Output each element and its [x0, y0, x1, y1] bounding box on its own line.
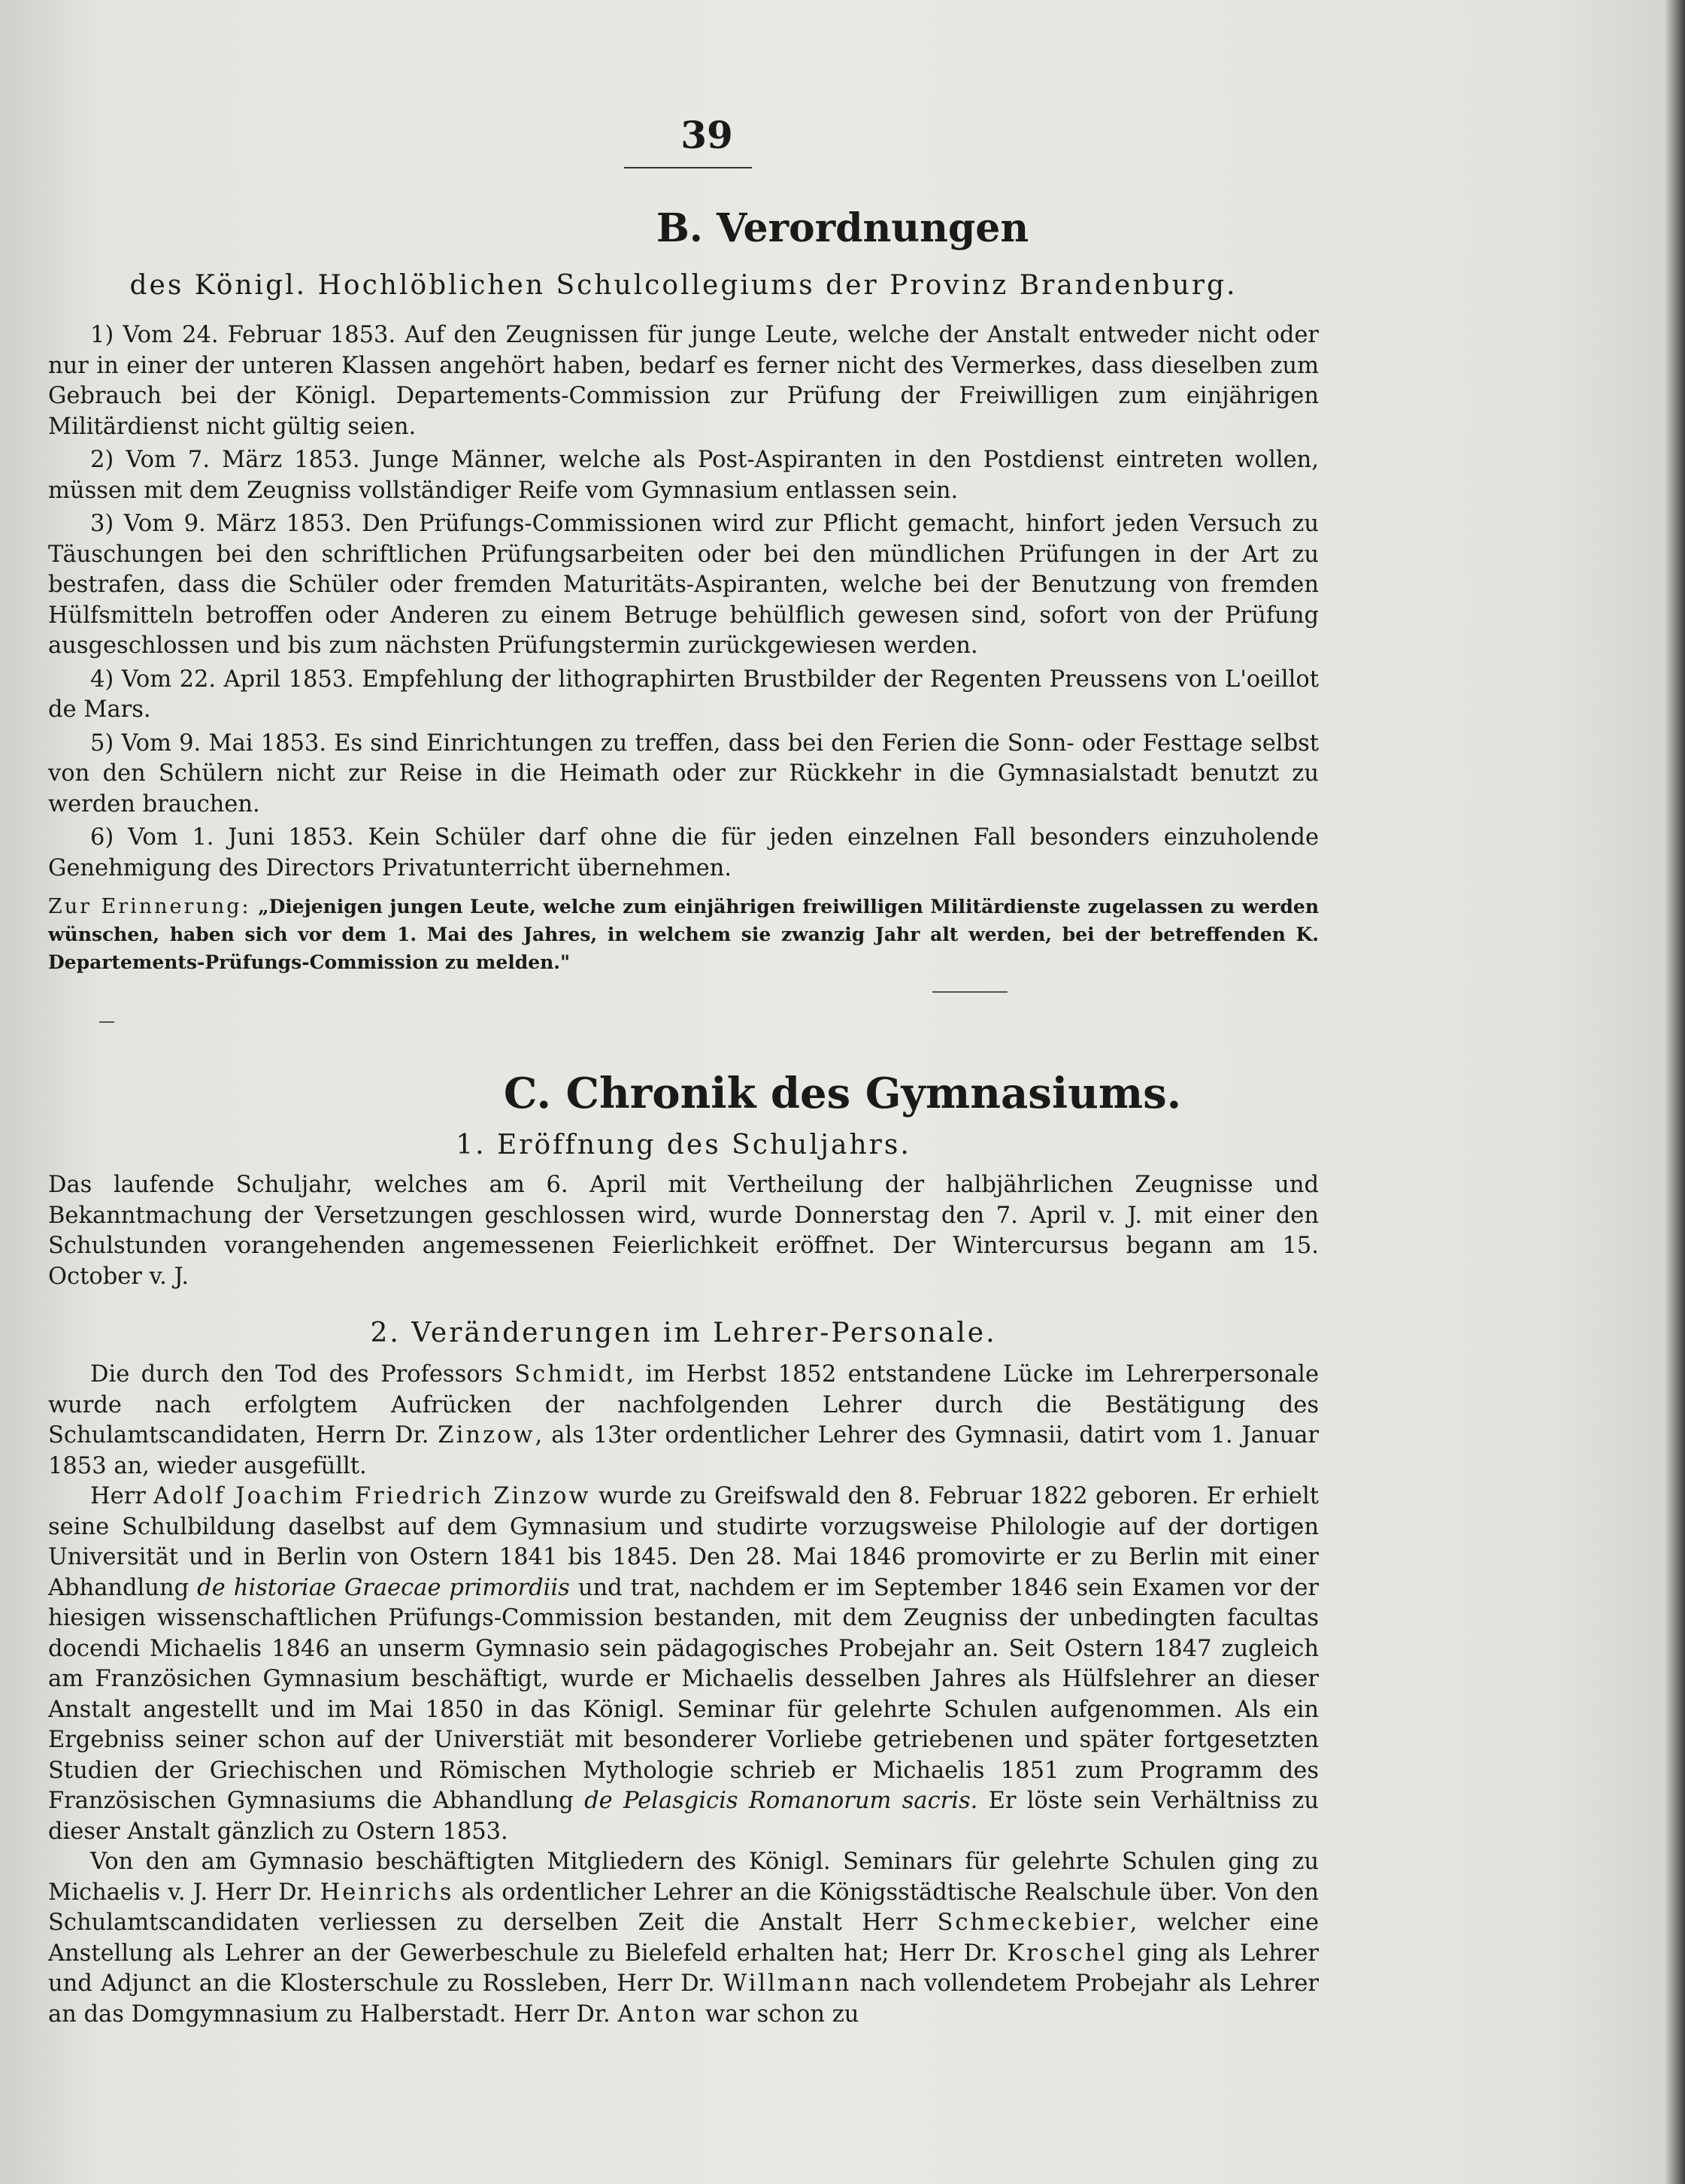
ordinances-list	[48, 320, 1319, 976]
paragraph-1	[48, 1360, 1319, 1482]
treatise-title: de Pelasgicis Romanorum sacris.	[584, 1788, 978, 1814]
page-number: 39	[680, 113, 733, 157]
person-name: Zinzow	[438, 1422, 535, 1448]
subsection-2-body	[48, 1360, 1319, 2030]
p3-text-d: ging als Lehrer und Adjunct an die Klosterschule zu Rossleben, Herr Dr.	[48, 1940, 1319, 1997]
section-b-subtitle: des Königl. Hochlöblichen Schulcollegiums der Provinz Brandenburg.	[129, 270, 1238, 301]
person-name: Schmidt	[514, 1361, 627, 1388]
ordinance-2: 2) Vom 7. März 1853. Junge Männer, welche als Post-Aspiranten in den Postdienst eintreten wollen, müssen mit dem Zeugniss vollständiger Reife vom Gymnasium entlassen sein.	[48, 447, 1319, 504]
person-name: Kroschel	[1007, 1940, 1128, 1967]
p3-text-b: als ordentlicher Lehrer an die Königsstädtische Realschule über. Von den Schulamtscandidaten verliessen zu derselben Zeit die Anstalt Herr	[48, 1879, 1320, 1936]
p1-text-a: Die durch den Tod des Professors	[90, 1361, 503, 1388]
ordinance-5: 5) Vom 9. Mai 1853. Es sind Einrichtungen zu treffen, dass bei den Ferien die Sonn- oder Festtage selbst von den Schülern nicht zur Reise in die Heimath oder zur Rückkehr in die Gymnasialstadt benutzt zu werden brauchen.	[48, 730, 1319, 817]
subsection-1-body	[48, 1170, 1319, 1292]
section-b-title: B. Verordnungen	[656, 205, 1029, 251]
separator-rule	[932, 991, 1008, 993]
ordinance-4: 4) Vom 22. April 1853. Empfehlung der lithographirten Brustbilder der Regenten Preussens von L'oeillot de Mars.	[48, 666, 1319, 723]
p3-text-c: , welcher eine Anstellung als Lehrer an der Gewerbeschule zu Bielefeld erhalten hat; Herr Dr.	[48, 1909, 1319, 1967]
person-name: Heinrichs	[320, 1879, 454, 1906]
person-name: Anton	[617, 2000, 699, 2028]
person-name: Adolf Joachim Friedrich Zinzow	[153, 1483, 591, 1509]
separator-dash	[99, 1021, 114, 1023]
person-name: Schmeckebier	[937, 1909, 1130, 1936]
subsection-1-title: 1. Eröffnung des Schuljahrs.	[456, 1130, 911, 1160]
thesis-title: de historiae Graecae primordiis	[197, 1574, 570, 1601]
reminder-note	[48, 893, 1319, 976]
person-name: Willmann	[723, 1970, 852, 1997]
section-c-title: C. Chronik des Gymnasiums.	[503, 1069, 1182, 1118]
p3-text-e: nach vollendetem Probejahr als Lehrer an das Domgymnasium zu Halberstadt. Herr Dr.	[48, 1970, 1319, 2028]
p2-text-d: Er löste sein Verhältniss zu dieser Anstalt gänzlich zu Ostern 1853.	[48, 1788, 1319, 1845]
ordinance-3: 3) Vom 9. März 1853. Den Prüfungs-Commissionen wird zur Pflicht gemacht, hinfort jeden Versuch zu Täuschungen bei den schriftlichen Prüfungsarbeiten oder bei den mündlichen Prüfungen in der Art zu bestrafen, dass die Schüler oder fremden Maturitäts-Aspiranten, welche bei der Benutzung von fremden Hülfsmitteln betroffen oder Anderen zu einem Betruge behülflich gewesen sind, sofort von der Prüfung ausgeschlossen und bis zum nächsten Prüfungstermin zurückgewiesen werden.	[48, 511, 1319, 659]
p1-text-c: , als 13ter ordentlicher Lehrer des Gymnasii, datirt vom 1. Januar 1853 an, wieder ausgefüllt.	[48, 1422, 1319, 1479]
p3-text-a: Von den am Gymnasio beschäftigten Mitgliedern des Königl. Seminars für gelehrte Schulen ging zu Michaelis v. J. Herr Dr.	[48, 1849, 1319, 1906]
page-number-rule	[624, 167, 752, 168]
reminder-lead: Zur Erinnerung:	[48, 895, 251, 918]
ordinance-6: 6) Vom 1. Juni 1853. Kein Schüler darf ohne die für jeden einzelnen Fall besonders einzuholende Genehmigung des Directors Privatunterricht übernehmen.	[48, 824, 1319, 881]
paragraph-2	[48, 1482, 1319, 1847]
subsection-1-text: Das laufende Schuljahr, welches am 6. April mit Vertheilung der halbjährlichen Zeugnisse und Bekanntmachung der Versetzungen geschlossen wird, wurde Donnerstag den 7. April v. J. mit einer den Schulstunden vorangehenden angemessenen Feierlichkeit eröffnet. Der Wintercursus begann am 15. October v. J.	[48, 1172, 1319, 1290]
p2-text-c: und trat, nachdem er im September 1846 sein Examen vor der hiesigen wissenschaftlichen Prüfungs-Commission bestanden, mit dem Zeugniss der unbedingten facultas docendi Michaelis 1846 an unserm Gymnasio sein pädagogisches Probejahr an. Seit Ostern 1847 zugleich am Französichen Gymnasium beschäftigt, wurde er Michaelis desselben Jahres als Hülfslehrer an dieser Anstalt angestellt und im Mai 1850 in das Königl. Seminar für gelehrte Schulen aufgenommen. Als ein Ergebniss seiner schon auf der Universtiät mit besonderer Vorliebe getriebenen und später fortgesetzten Studien der Griechischen und Römischen Mythologie schrieb er Michaelis 1851 zum Programm des Französischen Gymnasiums die Abhandlung	[48, 1574, 1319, 1814]
p2-text-a: Herr	[90, 1483, 146, 1509]
subsection-2-title: 2. Veränderungen im Lehrer-Personale.	[370, 1318, 997, 1348]
reminder-text: „Diejenigen jungen Leute, welche zum einjährigen freiwilligen Militärdienste zugelassen zu werden wünschen, haben sich vor dem 1. Mai des Jahres, in welchem sie zwanzig Jahr alt werden, bei der betreffenden K. Departements-Prüfungs-Commission zu melden."	[48, 896, 1319, 973]
ordinance-1: 1) Vom 24. Februar 1853. Auf den Zeugnissen für junge Leute, welche der Anstalt entweder nicht oder nur in einer der unteren Klassen angehört haben, bedarf es ferner nicht des Vermerkes, dass dieselben zum Gebrauch bei der Königl. Departements-Commission zur Prüfung der Freiwilligen zum einjährigen Militärdienst nicht gültig seien.	[48, 322, 1319, 440]
paragraph-3	[48, 1847, 1319, 2030]
p2-text-b: wurde zu Greifswald den 8. Februar 1822 geboren. Er erhielt seine Schulbildung daselbst auf dem Gymnasium und studirte vorzugsweise Philologie auf der dortigen Universität und in Berlin von Ostern 1841 bis 1845. Den 28. Mai 1846 promovirte er zu Berlin mit einer Abhandlung	[48, 1483, 1319, 1601]
p1-text-b: , im Herbst 1852 entstandene Lücke im Lehrerpersonale wurde nach erfolgtem Aufrücken der nachfolgenden Lehrer durch die Bestätigung des Schulamtscandidaten, Herrn Dr.	[48, 1361, 1319, 1448]
p3-text-f: war schon zu	[705, 2000, 859, 2028]
